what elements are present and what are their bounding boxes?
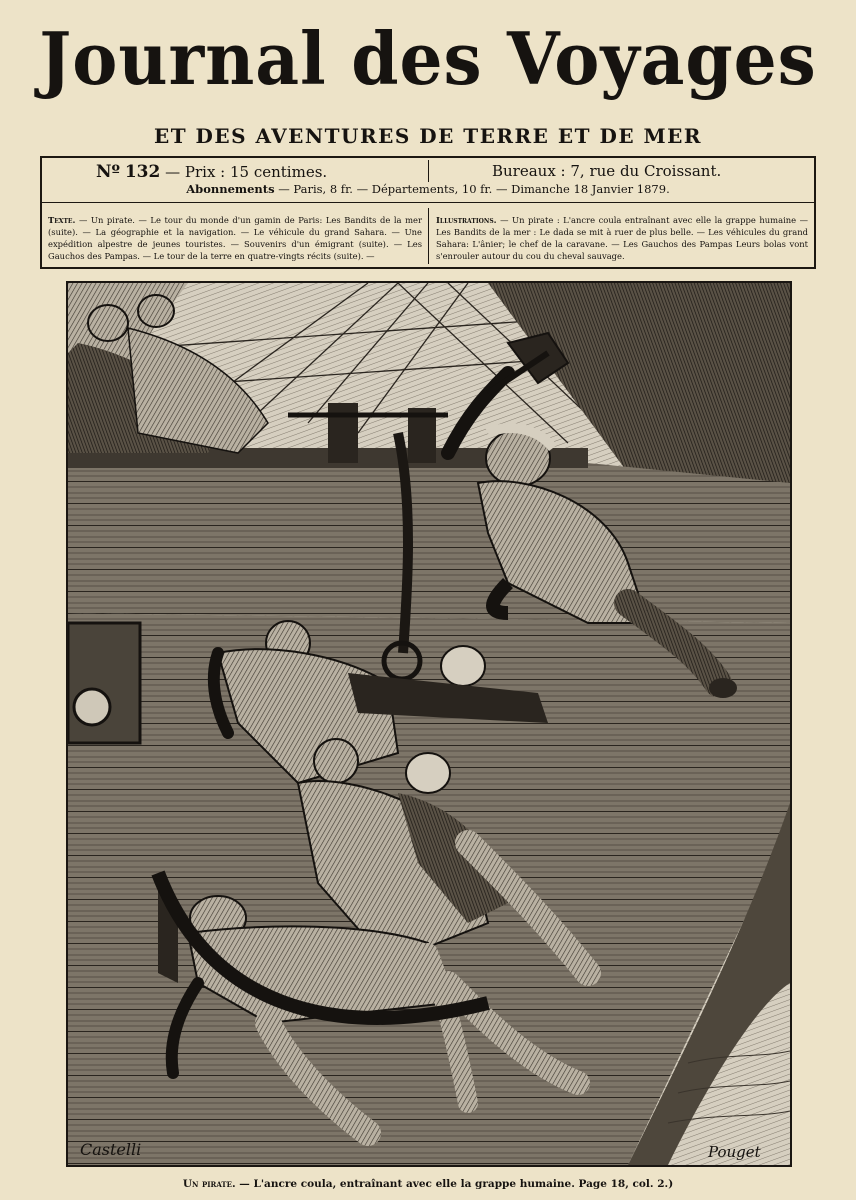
info-box	[40, 156, 816, 269]
caption-label: Un pirate.	[182, 1178, 236, 1190]
divider	[428, 208, 429, 264]
divider	[428, 160, 429, 182]
artist-signature-left: Castelli	[80, 1140, 142, 1159]
subscription-label: Abonnements	[186, 182, 275, 196]
texte-body: — Un pirate. — Le tour du monde d'un gamin de Paris: Les Bandits de la mer (suite). — La géographie et la navigation. — Le véhicule du grand Sahara. — Une expédition alpestre de jeunes touristes. — Souvenirs d'un émigrant (suite). — Les Gauchos des Pampas. — Le tour de la terre en quatre-vingts récits (suite). —	[48, 215, 422, 261]
illustrations-label: Illustrations.	[436, 215, 497, 225]
masthead-subtitle: ET DES AVENTURES DE TERRE ET DE MER	[153, 124, 703, 148]
artist-signature-right: Pouget	[708, 1143, 761, 1161]
caption-text: — L'ancre coula, entraînant avec elle la grappe humaine. Page 18, col. 2.)	[239, 1178, 674, 1190]
engraving-illustration	[68, 283, 790, 1165]
illustrations-body: — Un pirate : L'ancre coula entraînant avec elle la grappe humaine — Les Bandits de la mer : Le dada se mit à ruer de plus belle. — Les véhicules du grand Sahara: L'ânier; le chef de la caravane. — Les Gauchos des Pampas Leurs bolas vont s'enrouler autour du cou du cheval sauvage.	[436, 215, 808, 261]
texte-label: Texte.	[48, 215, 76, 225]
illustrations-contents	[436, 214, 808, 262]
bureaux-address: Bureaux : 7, rue du Croissant.	[492, 162, 722, 180]
subscription-text: — Paris, 8 fr. — Départements, 10 fr. — Dimanche 18 Janvier 1879.	[278, 182, 670, 196]
masthead-title: Journal des Voyages	[39, 16, 817, 101]
divider	[42, 202, 814, 203]
issue-prefix: Nº	[96, 162, 121, 182]
issue-line	[96, 162, 327, 182]
issue-number: 132	[124, 162, 161, 182]
illustration-caption	[0, 1178, 856, 1190]
issue-price: — Prix : 15 centimes.	[165, 163, 328, 181]
subscription-line	[42, 182, 814, 196]
pirate-engraving	[66, 281, 792, 1167]
texte-contents	[48, 214, 422, 262]
